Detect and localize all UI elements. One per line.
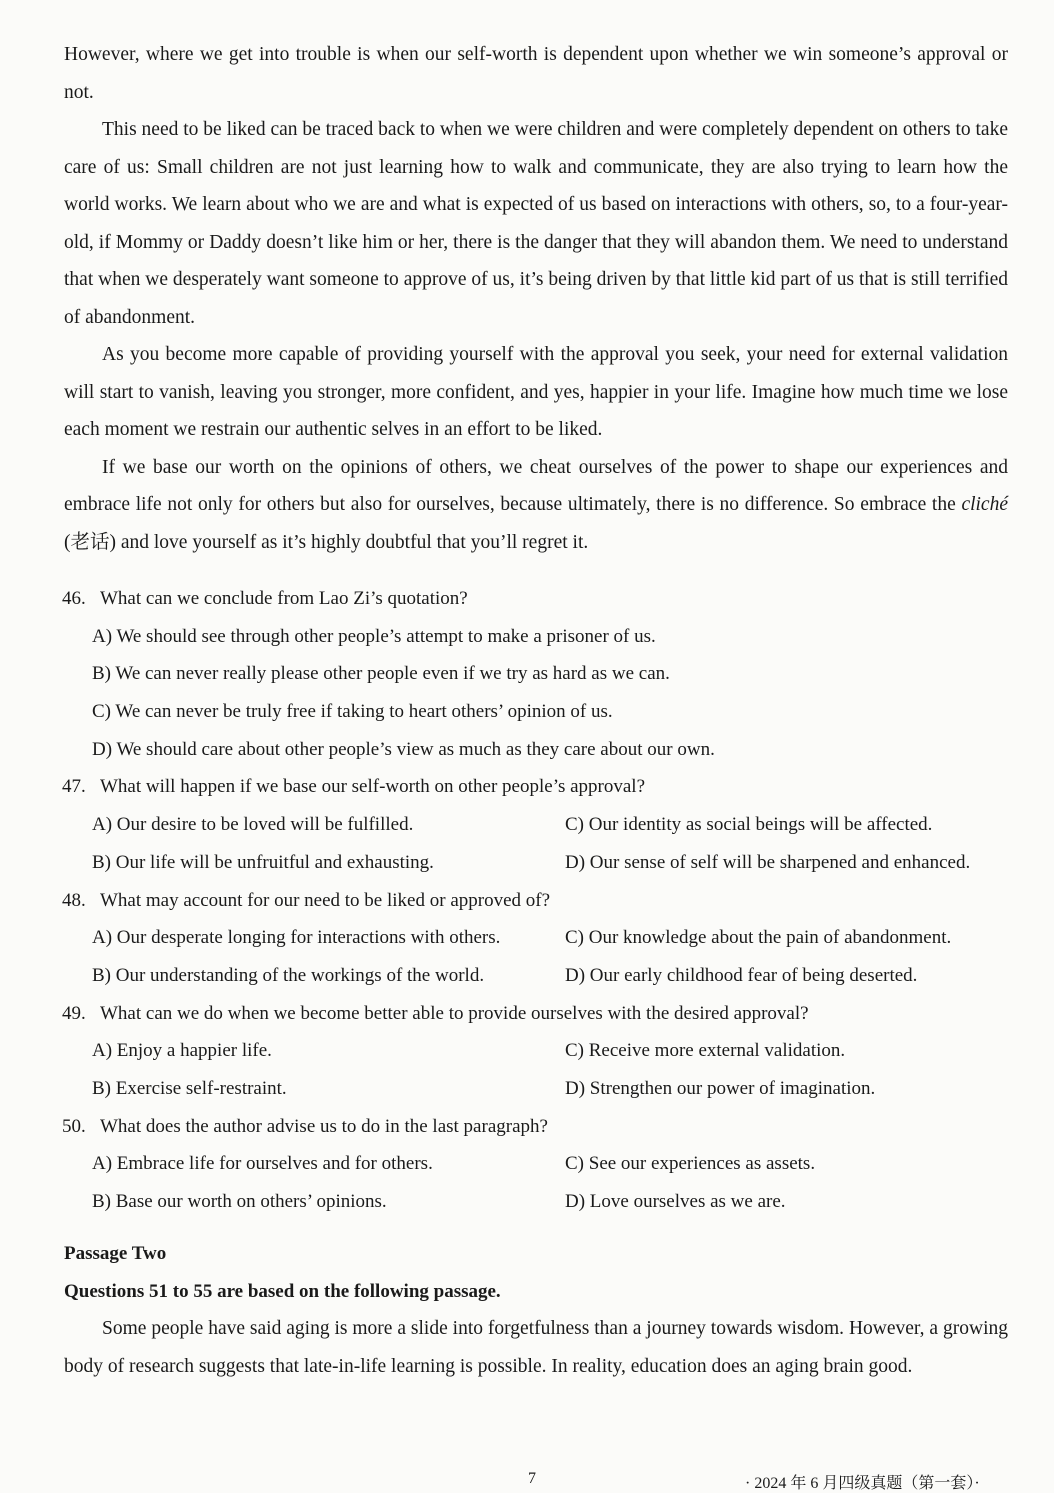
paragraph: However, where we get into trouble is when our self-worth is dependent upon whether we win someone’s approval or not. — [64, 44, 1008, 103]
question — [62, 580, 1012, 618]
option: B) Exercise self-restraint. — [92, 1077, 287, 1099]
option-row — [62, 957, 1012, 995]
option: B) Our understanding of the workings of the world. — [92, 964, 485, 986]
option-row — [62, 1145, 1012, 1183]
option: D) Our early childhood fear of being deserted. — [565, 964, 918, 986]
option-row — [62, 806, 1012, 844]
question-text: What does the author advise us to do in the last paragraph? — [100, 1115, 548, 1137]
passage-one — [64, 36, 1008, 561]
italic-word: cliché — [961, 494, 1008, 515]
option: C) We can never be truly free if taking to heart others’ opinion of us. — [92, 701, 613, 723]
option: B) Base our worth on others’ opinions. — [92, 1191, 387, 1212]
option-row — [62, 1070, 1012, 1108]
option: A) Enjoy a happier life. — [92, 1040, 272, 1062]
question-text: What can we do when we become better able to provide ourselves with the desired approval? — [100, 1002, 809, 1024]
question-number: 47. — [62, 776, 86, 798]
question — [62, 768, 1012, 806]
question — [62, 882, 1012, 920]
option: C) Our knowledge about the pain of abandonment. — [565, 927, 952, 949]
question — [62, 1108, 1012, 1146]
option: B) Our life will be unfruitful and exhausting. — [92, 851, 434, 873]
option-row — [62, 1032, 1012, 1070]
passage-two — [64, 1235, 1008, 1385]
option: C) Receive more external validation. — [565, 1040, 846, 1062]
option: A) Our desperate longing for interactions with others. — [92, 927, 501, 949]
option: A) We should see through other people’s attempt to make a prisoner of us. — [92, 625, 656, 647]
question-list — [62, 580, 1012, 1221]
question-text: What may account for our need to be liked or approved of? — [100, 889, 551, 911]
option: D) Love ourselves as we are. — [565, 1191, 786, 1212]
paragraph: As you become more capable of providing yourself with the approval you seek, your need for external validation will start to vanish, leaving you stronger, more confident, and yes, happier in your life. Imagine how much time we lose each moment we restrain our authentic selves in an effort to be liked. — [64, 344, 1008, 440]
option: B) We can never really please other people even if we try as hard as we can. — [92, 663, 670, 685]
paragraph: Some people have said aging is more a slide into forgetfulness than a journey towards wisdom. However, a growing body of research suggests that late-in-life learning is possible. In reality, education does an aging brain good. — [64, 1318, 1008, 1377]
paragraph-text: If we base our worth on the opinions of others, we cheat ourselves of the power to shape our experiences and embrace life not only for others but also for ourselves, because ultimately, there is no difference. So embrace the — [64, 456, 1008, 515]
option: D) Our sense of self will be sharpened and enhanced. — [565, 851, 971, 873]
option-row — [62, 844, 1012, 882]
question-number: 46. — [62, 588, 86, 609]
page-number: 7 — [528, 1470, 536, 1487]
option: C) See our experiences as assets. — [565, 1153, 816, 1175]
option-row — [62, 1183, 1012, 1221]
option: A) Our desire to be loved will be fulfilled. — [92, 814, 414, 836]
question — [62, 995, 1012, 1033]
question-number: 50. — [62, 1115, 86, 1137]
option: A) Embrace life for ourselves and for others. — [92, 1153, 433, 1175]
question-text: What can we conclude from Lao Zi’s quotation? — [100, 588, 468, 609]
exam-label: · 2024 年 6 月四级真题（第一套）· — [745, 1475, 980, 1492]
question-number: 49. — [62, 1002, 86, 1024]
option: D) Strengthen our power of imagination. — [565, 1077, 876, 1099]
paragraph-last — [64, 449, 1008, 562]
passage-title: Passage Two — [64, 1243, 167, 1264]
question-number: 48. — [62, 889, 86, 911]
option: D) We should care about other people’s view as much as they care about our own. — [92, 738, 715, 760]
passage-instruction: Questions 51 to 55 are based on the following passage. — [64, 1280, 501, 1302]
option-row — [62, 919, 1012, 957]
option: C) Our identity as social beings will be affected. — [565, 814, 933, 836]
paragraph: This need to be liked can be traced back to when we were children and were completely dependent on others to take care of us: Small children are not just learning how to walk and communicate, they are also trying to learn how the world works. We learn about who we are and what is expected of us based on interactions with others, so, to a four-year-old, if Mommy or Daddy doesn’t like him or her, there is the danger that they will abandon them. We need to understand that when we desperately want someone to approve of us, it’s being driven by that little kid part of us that is still terrified of abandonment. — [64, 119, 1008, 328]
paragraph-text: (老话) and love yourself as it’s highly doubtful that you’ll regret it. — [64, 531, 589, 553]
question-text: What will happen if we base our self-worth on other people’s approval? — [100, 776, 646, 798]
